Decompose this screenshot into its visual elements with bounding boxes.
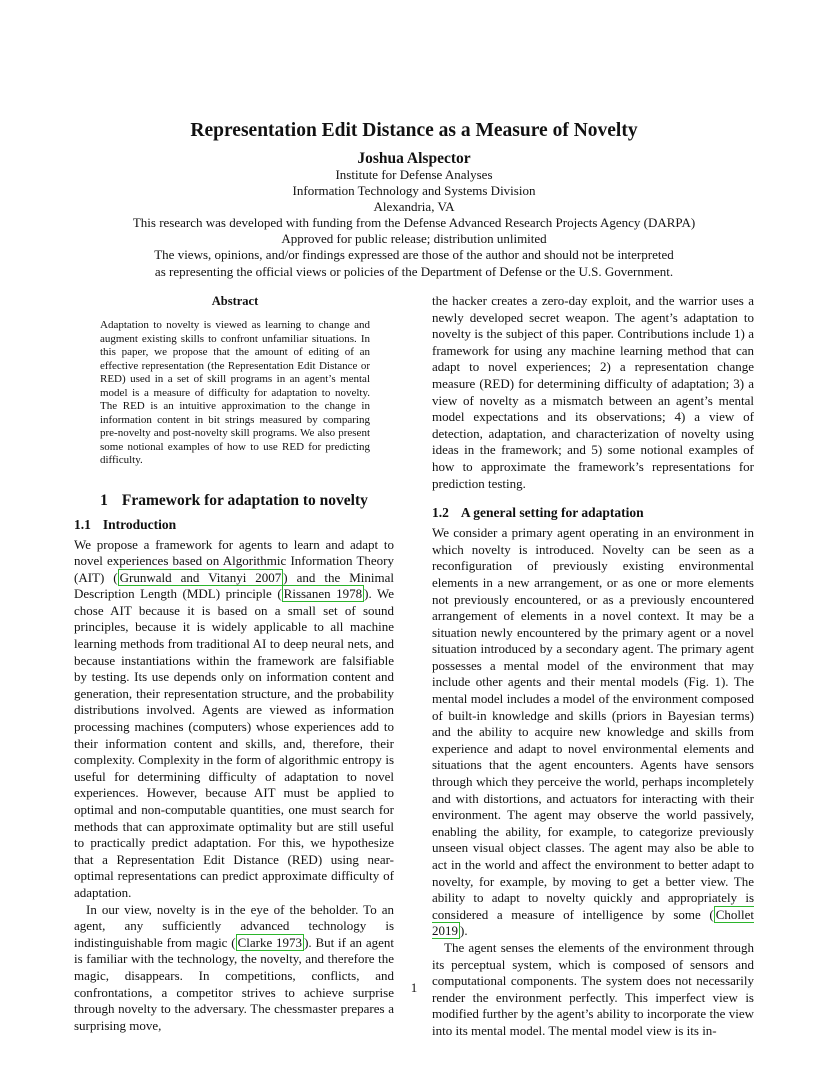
affiliation-block [0,167,828,280]
funding-note: This research was developed with funding from the Defense Advanced Research Projects Agency (DARPA) [132,215,696,231]
affiliation-line: Institute for Defense Analyses [335,167,493,182]
section-title: Framework for adaptation to novelty [121,491,368,509]
subsection-number: 1.2 [432,505,449,521]
citation-link[interactable]: Rissanen 1978 [283,586,363,602]
continuation-paragraph: the hacker creates a zero-day exploit, and the warrior uses a newly developed secret weapon. The agent’s adaptation to novelty is the subject of this paper. Contributions include 1) a framework for using any machine learning method that can adapt to novel experiences; 2) a representation change measure (RED) for determining difficulty of adaptation; 3) a view of novelty as a mismatch between an agent’s mental model expectations and its observations; 4) a view of detection, adaptation, and characterization of novelty using ideas in the framework; and 5) some notional examples of how to approximate the framework’s representations for prediction testing. [432,293,754,491]
text-run: and the Minimal Description Length (MDL) principle [74,569,394,602]
affiliation-line: Information Technology and Systems Division [292,183,536,199]
text-run: In our view, novelty is in the eye of the beholder. To an agent, any sufficiently advanced technology is indistinguishable from magic [74,901,394,950]
text-run: . We chose AIT because it is based on a small set of sound principles, because it is widely applicable to all machine learning methods from traditional AI to deep neural nets, and because instantiations within the framework are falsifiable by testing. Its use depends only on information content and generation, their representation structure, and the probability distributions involved. Agents are viewed as information processing machines (computers) whose experiences add to their information content and skills, and, therefore, their complexity. Complexity in the form of algorithmic entropy is useful for determining difficulty of adaptation to novel experiences. However, because AIT must be applied to optimal and non-computable quantities, one must search for methods that can approximate optimality but are still useful to practically predict adaptation. For this, we hypothesize that a Representation Edit Distance (RED) using near-optimal representations can predict approximate difficulty of adaptation. [74,586,395,900]
disclaimer-line: The views, opinions, and/or findings expressed are those of the author and should not be interpreted [154,247,674,263]
text-run: . [464,923,468,939]
affiliation-line: Alexandria, VA [373,199,455,215]
text-run: We consider a primary agent operating in an environment in which novelty is introduced. Novelty can be seen as a reconfiguration of previously existing environmental elements in a new arrangement, or as one or more elements not previously encountered, or as a previously encountered arrangement of elements in a novel context. It may be a situation newly encountered by the primary agent or a novel situation introduced by a secondary agent. The primary agent possesses a mental model of the environment that may include other agents and their mental models (Fig. 1). The mental model includes a model of the environment composed of built-in knowledge and skills (priors in Bayesian terms) and the ability to acquire new knowledge and skills from experience and adapt to novel environmental elements and situations that the agent encounters. Agents have sensors through which they perceive the world, perhaps incompletely and with distortions, and actuators for interacting with their environment. The agent may observe the world passively, enabling the ability, for example, to categorize previously unseen visual object classes. The agent may also be able to act in the world and affect the environment to better adapt to novelty, for example, by moving to get a better view. The ability to adapt to novelty quickly and appropriately is considered a measure of intelligence by some [432,525,754,922]
paper-title: Representation Edit Distance as a Measure of Novelty [190,120,638,141]
setting-paragraph-2: The agent senses the elements of the environment through its perceptual system, which is composed of sensors and computational components. The system does not necessarily render the environment perfectly. This imperfect view is modified further by the agent’s ability to incorporate the view into its mental model. The mental model view is its in- [432,939,754,1038]
text-run: . But if an agent is familiar with the technology, the novelty, and therefore the magic, disappears. In competitions, conflicts, and confrontations, a competitor strives to achieve surprise through novelty to the adversary. The chessmaster prepares a surprising move, [74,934,394,1033]
subsection-1-2-heading [432,504,754,522]
subsection-title: Introduction [102,516,177,532]
author-name: Joshua Alspector [357,150,471,167]
subsection-title: A general setting for adaptation [460,505,644,521]
subsection-1-1-heading [74,516,394,534]
intro-paragraph-2: In our view, novelty is in the eye of the beholder. To an agent, any sufficiently advanced technology is indistinguishable from magic ( Clarke 1973 ). But if an agent is familiar with the technology, the novelty, and therefore the magic, disappears. In competitions, conflicts, and confrontations, a competitor strives to achieve surprise through novelty to the adversary. The chessmaster prepares a surprising move, [74,901,394,1033]
setting-paragraph-1: We consider a primary agent operating in an environment in which novelty is introduced. Novelty can be seen as a reconfiguration of previously existing environmental elements in a new arrangement, or as one or more elements not previously encountered, or as a previously encountered arrangement of elements in a novel context. It may be a situation newly encountered by the primary agent or a novel situation introduced by a secondary agent. The primary agent possesses a mental model of the environment that may include other agents and their mental models (Fig. 1). The mental model includes a model of the environment composed of built-in knowledge and skills (priors in Bayesian terms) and the ability to acquire new knowledge and skills from experience and adapt to novel environmental elements and situations that the agent encounters. Agents have sensors through which they perceive the world, perhaps incompletely and with distortions, and actuators for interacting with their environment. The agent may observe the world passively, enabling the ability, for example, to categorize previously unseen visual object classes. The agent may also be able to act in the world and affect the environment to better adapt to novelty, for example, by moving to get a better view. The ability to adapt to novelty quickly and appropriately is considered a measure of intelligence by some ( Chollet 2019 ). [432,525,754,939]
citation-link[interactable]: Chollet 2019 [432,906,754,939]
section-1-heading [74,491,394,511]
right-column [432,293,754,1040]
disclaimer-line: as representing the official views or policies of the Department of Defense or the U.S. Government. [154,263,674,279]
page-number: 1 [410,980,418,995]
text-run: We propose a framework for agents to learn and adapt to novel experiences based on Algorithmic Information Theory (AIT) [74,536,394,585]
subsection-number: 1.1 [74,516,91,532]
abstract-text: Adaptation to novelty is viewed as learning to change and augment existing skills to confront unfamiliar situations. In this paper, we propose that the amount of editing of an effective representation (the Representation Edit Distance or RED) used in a set of skill programs in an agent’s mental model is a measure of difficulty for adaptation to novelty. The RED is an intuitive approximation to the change in information content in bit strings measured by comparing pre-novelty and post-novelty skill programs. We also present some notional examples of how to use RED for predicting difficulty. [100,319,370,466]
release-note: Approved for public release; distribution unlimited [281,231,547,247]
section-number: 1 [100,491,108,509]
intro-paragraph-1: We propose a framework for agents to learn and adapt to novel experiences based on Algorithmic Information Theory (AIT) ( Grunwald and Vitanyi 2007 ) and the Minimal Description Length (MDL) principle ( Rissanen 1978 ). We chose AIT because it is based on a small set of sound principles, because it is widely applicable to all machine learning methods from traditional AI to deep neural nets, and because instantiations within the framework are falsifiable by testing. Its use depends only on information content and generation, their representation structure, and the probability distributions involved. Agents are viewed as information processing machines (computers) whose experiences add to their information content and skills, and, therefore, their complexity. Complexity in the form of algorithmic entropy is useful for determining difficulty of adaptation to novel experiences. However, because AIT must be applied to optimal and non-computable quantities, one must search for methods that can approximate optimality but are still useful to practically predict adaptation. For this, we hypothesize that a Representation Edit Distance (RED) using near-optimal representations can predict approximate difficulty of adaptation. [74,536,395,900]
abstract-heading: Abstract [211,294,259,308]
citation-link[interactable]: Clarke 1973 [237,934,303,950]
citation-link[interactable]: Grunwald and Vitanyi 2007 [119,569,282,585]
left-column [74,293,394,1034]
